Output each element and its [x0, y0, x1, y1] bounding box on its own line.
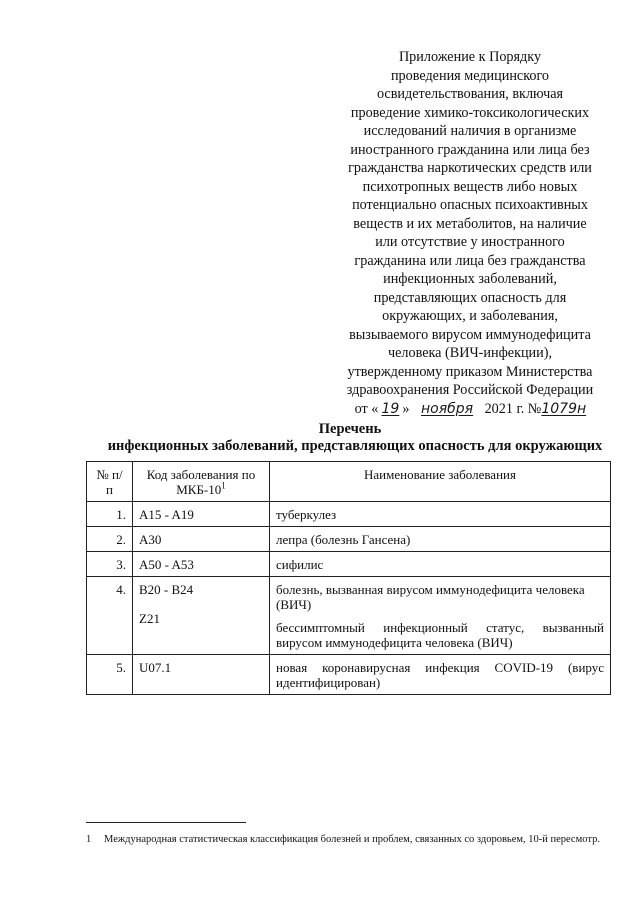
row-name-cell — [270, 577, 611, 655]
approval-year: 2021 г. № — [484, 400, 542, 417]
header-code — [133, 462, 270, 502]
footnote — [86, 832, 611, 847]
document-subtitle: инфекционных заболеваний, представляющих опасность для окружающих — [107, 438, 603, 454]
approval-month: ноября — [420, 400, 474, 417]
row-name: болезнь, вызванная вирусом иммунодефицита человека (ВИЧ) — [276, 582, 585, 612]
header-code-text: Код заболевания по МКБ-10 — [146, 467, 256, 497]
row-number: 4. — [87, 577, 133, 655]
appendix-line: утвержденному приказом Министерства — [347, 363, 593, 380]
approval-number: 1079н — [541, 400, 587, 417]
appendix-line: Приложение к Порядку — [398, 49, 542, 65]
header-name: Наименование заболевания — [270, 462, 611, 502]
row-code-cell — [133, 577, 270, 655]
appendix-line: иностранного гражданина или лица без — [350, 141, 590, 158]
appendix-line: здравоохранения Российской Федерации — [346, 382, 594, 398]
row-name: новая коронавирусная инфекция COVID-19 (вирус идентифицирован) — [270, 655, 611, 695]
table-row — [87, 577, 611, 655]
header-number: № п/п — [87, 462, 133, 502]
appendix-line: гражданина или лица без гражданства — [354, 252, 586, 269]
appendix-line: потенциально опасных психоактивных — [352, 197, 588, 213]
row-number: 1. — [87, 502, 133, 527]
footnote-divider — [86, 822, 246, 823]
footnote-mark: 1 — [86, 834, 92, 845]
appendix-line: проведение химико-токсикологических — [350, 104, 590, 121]
appendix-line: психотропных веществ либо новых — [362, 178, 578, 195]
disease-table — [86, 461, 611, 695]
table-row — [87, 552, 611, 577]
row-name: туберкулез — [270, 502, 611, 527]
row-code: A30 — [133, 527, 270, 552]
row-code: A15 - A19 — [133, 502, 270, 527]
appendix-line: или отсутствие у иностранного — [375, 234, 565, 250]
appendix-line: представляющих опасность для — [373, 289, 567, 306]
row-number: 5. — [87, 655, 133, 695]
appendix-line: инфекционных заболеваний, — [383, 271, 557, 287]
appendix-line: исследований наличия в организме — [363, 123, 577, 139]
row-code: B20 - B24 — [139, 582, 194, 597]
row-code: U07.1 — [133, 655, 270, 695]
table-row — [87, 655, 611, 695]
approval-line — [320, 400, 620, 419]
approval-day: 19 — [381, 400, 400, 417]
row-number: 2. — [87, 527, 133, 552]
table-header-row — [87, 462, 611, 502]
row-code: A50 - A53 — [133, 552, 270, 577]
appendix-header — [320, 48, 620, 418]
row-code-secondary: Z21 — [139, 611, 160, 626]
approval-prefix: от « — [354, 400, 379, 417]
footnote-text: Международная статистическая классификация болезней и проблем, связанных со здоровьем, 10-й пересмотр. — [104, 834, 600, 845]
appendix-line: вызываемого вирусом иммунодефицита — [349, 326, 591, 343]
appendix-line: окружающих, и заболевания, — [382, 308, 558, 324]
appendix-line: гражданства наркотических средств или — [348, 160, 592, 176]
table-row — [87, 502, 611, 527]
row-name: сифилис — [270, 552, 611, 577]
row-name-secondary: бессимптомный инфекционный статус, вызванный вирусом иммунодефицита человека (ВИЧ) — [276, 620, 604, 650]
appendix-line: веществ и их метаболитов, на наличие — [353, 215, 587, 232]
appendix-line: освидетельствования, включая — [376, 86, 564, 102]
document-title: Перечень — [318, 421, 382, 437]
table-row — [87, 527, 611, 552]
appendix-line: человека (ВИЧ-инфекции), — [387, 345, 553, 361]
appendix-line: проведения медицинского — [390, 67, 550, 84]
footnote-ref: 1 — [221, 480, 226, 491]
row-number: 3. — [87, 552, 133, 577]
row-name: лепра (болезнь Гансена) — [270, 527, 611, 552]
approval-quote: » — [402, 400, 410, 417]
